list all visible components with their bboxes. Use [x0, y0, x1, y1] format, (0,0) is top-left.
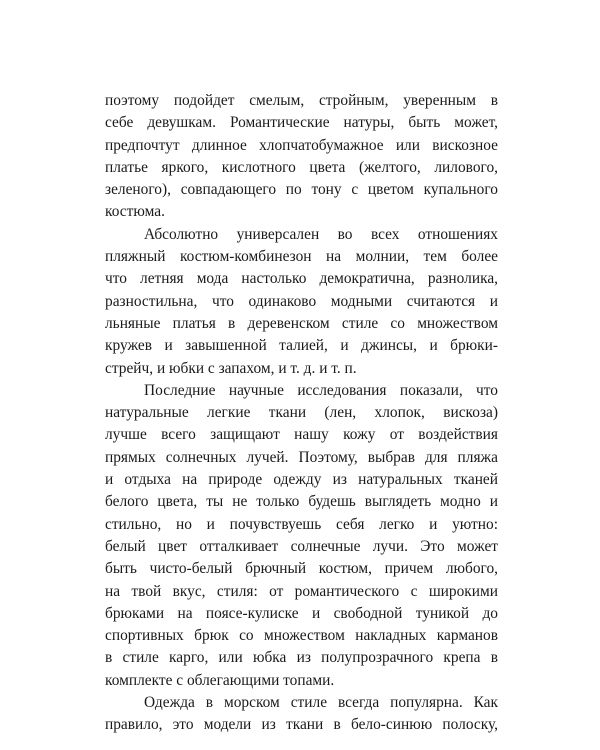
text-line: пляжный костюм-комбинезон на молнии, тем более — [105, 248, 498, 266]
text-line: правило, это модели из ткани в бело-синюю полоску, — [105, 716, 498, 734]
text-line: быть чисто-белый брючный костюм, причем любого, — [105, 560, 498, 578]
text-line: что летняя мода настолько демократична, разнолика, — [105, 270, 498, 288]
text-line: кружев и завышенной талией, и джинсы, и брюки- — [105, 337, 498, 355]
text-line: костюма. — [105, 203, 165, 221]
text-line: Последние научные исследования показали, что — [144, 381, 498, 399]
paragraph-2 — [105, 224, 498, 380]
text-line: Одежда в морском стиле всегда популярна. Как — [144, 694, 498, 712]
text-line: на твой вкус, стиля: от романтического с широкими — [105, 582, 498, 600]
text-line: и отдыха на природе одежду из натуральных тканей — [105, 471, 498, 489]
paragraph-1 — [105, 90, 498, 224]
text-line: предпочтут длинное хлопчатобумажное или вискозное — [105, 136, 498, 154]
text-line: поэтому подойдет смелым, стройным, уверенным в — [105, 92, 498, 109]
text-line: брюками на поясе-кулиске и свободной туникой до — [105, 604, 498, 622]
text-line: в стиле карго, или юбка из полупрозрачного крепа в — [105, 649, 498, 667]
text-line: платье яркого, кислотного цвета (желтого, лилового, — [105, 158, 498, 176]
paragraph-3 — [105, 380, 498, 692]
text-line: спортивных брюк со множеством накладных карманов — [105, 627, 498, 645]
text-line: Абсолютно универсален во всех отношениях — [144, 225, 498, 243]
text-line: разностильна, что одинаково модными считаются и — [105, 292, 498, 310]
text-line: себе девушкам. Романтические натуры, быть может, — [105, 114, 498, 132]
text-line: прямых солнечных лучей. Поэтому, выбрав для пляжа — [105, 448, 498, 466]
body-text — [105, 90, 498, 737]
paragraph-4 — [105, 692, 498, 737]
text-line: комплекте с облегающими топами. — [105, 671, 335, 689]
text-line: белого цвета, ты не только будешь выглядеть модно и — [105, 493, 498, 511]
text-line: белый цвет отталкивает солнечные лучи. Это может — [105, 537, 498, 555]
text-line: лучше всего защищают нашу кожу от воздействия — [105, 426, 498, 444]
text-line: стильно, но и почувствуешь себя легко и уютно: — [105, 515, 498, 533]
text-line: льняные платья в деревенском стиле со множеством — [105, 314, 498, 332]
text-line: натуральные легкие ткани (лен, хлопок, вискоза) — [105, 404, 498, 422]
text-line: зеленого), совпадающего по тону с цветом купального — [105, 181, 498, 199]
text-line: стрейч, и юбки с запахом, и т. д. и т. п. — [105, 359, 357, 377]
